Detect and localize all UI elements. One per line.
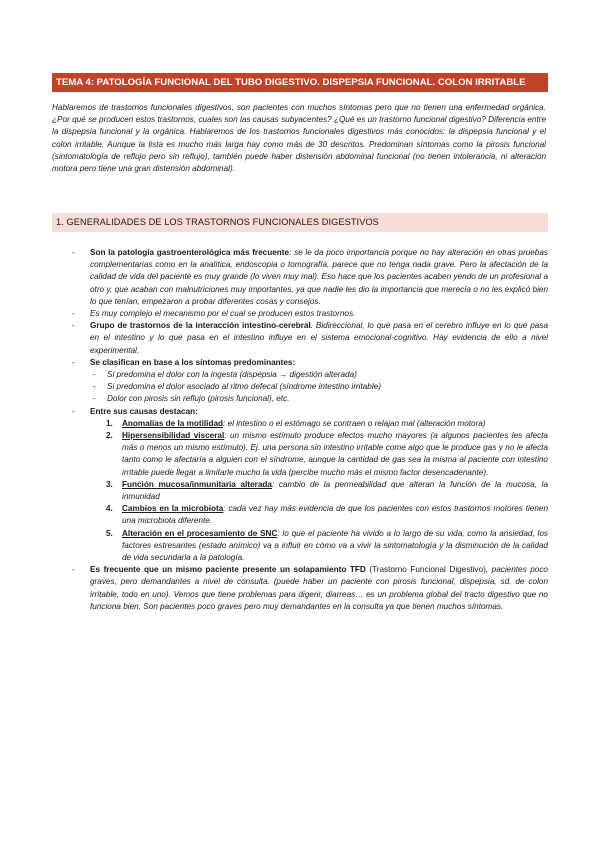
list-item xyxy=(52,406,548,418)
item-heading: Entre sus causas destacan: xyxy=(90,406,198,416)
item-heading: Es frecuente que un mismo paciente presente un solapamiento TFD xyxy=(90,565,366,575)
sub-item-text: Dolor con pirosis sin reflujo (pirosis funcional), etc. xyxy=(107,394,290,404)
numbered-item xyxy=(52,479,548,503)
item-heading: Grupo de trastornos de la interacción intestino-cerebral xyxy=(90,321,311,331)
sub-item-text: Si predomina el dolor asociado al ritmo defecal (síndrome intestino irritable) xyxy=(107,382,381,392)
item-text: : se le da poco importancia porque no hay alteración en otras pruebas complementarias como en la analítica, endoscopia o tomografía, parece que no tenga nada grave. Pero la afectación de la calidad de vida del paciente es muy grande (lo viven muy mal). Eso hace que los pacientes acaben yendo de un profesional a otro y, que acaban con malnutriciones muy importantes, ya que nadie les dio la importancia que merecía o no les explicó bien lo que tenían, empezaron a probar diferentes cosas y consejos. xyxy=(90,248,549,306)
page-title: TEMA 4: PATOLOGÍA FUNCIONAL DEL TUBO DIGESTIVO. DISPEPSIA FUNCIONAL. COLON IRRITABLE xyxy=(52,73,548,92)
bullet-dash: - xyxy=(72,309,75,319)
numbered-item xyxy=(52,528,548,565)
item-colon: : xyxy=(292,357,296,367)
bullet-dash: - xyxy=(72,248,75,257)
bullet-dash: - xyxy=(72,565,75,575)
bullet-dash: - xyxy=(93,382,96,392)
bullet-dash: - xyxy=(93,370,96,380)
bullet-dash: - xyxy=(93,394,96,404)
item-heading: Se clasifican en base a los síntomas predominantes xyxy=(90,357,293,367)
numbered-item xyxy=(52,418,548,430)
list-item xyxy=(52,308,548,320)
cause-label: Cambios en la microbiota xyxy=(122,504,224,514)
item-number: 4. xyxy=(106,504,113,514)
item-heading: Son la patología gastroenterológica más frecuente xyxy=(90,248,290,257)
list-item xyxy=(52,247,548,308)
sub-item xyxy=(52,381,548,393)
cause-text: : lo que el paciente ha vivido a lo largo de su vida, como la ansiedad, los factores estresantes (estado anímico) va a influir en cómo va a vivir la sintomatología y la disminución de la calidad de vida secundaria a la patología. xyxy=(122,528,548,563)
cause-label: Alteración en el procesamiento de SNC xyxy=(122,528,278,538)
sub-item xyxy=(52,369,548,381)
bullet-dash: - xyxy=(72,321,75,331)
item-number: 2. xyxy=(106,431,113,441)
item-text: Es muy complejo el mecanismo por el cual se producen estos trastornos. xyxy=(90,309,356,319)
list-item xyxy=(52,357,548,369)
item-plain: (Trastorno Funcional Digestivo) xyxy=(365,565,486,575)
item-text: . Bidireccional, lo que pasa en el cerebro influye en lo que pasa en el intestino y lo que pasa en el intestino influye en el sistema emocional-cognitivo. Hay evidencia de ello a nivel experimental. xyxy=(90,321,548,355)
cause-label: Función mucosa/inmunitaria alterada xyxy=(122,479,272,489)
cause-label: Hipersensibilidad visceral xyxy=(122,431,225,441)
list-item xyxy=(52,320,548,357)
numbered-item xyxy=(52,503,548,527)
item-number: 1. xyxy=(106,418,113,428)
numbered-item xyxy=(52,430,548,479)
item-number: 3. xyxy=(106,479,113,489)
bullet-dash: - xyxy=(72,357,75,367)
sub-item xyxy=(52,393,548,405)
item-number: 5. xyxy=(106,528,113,538)
cause-text: : cambio de la permeabilidad que alteran la función de la mucosa, la inmunidad xyxy=(122,479,548,502)
list-item xyxy=(52,564,548,613)
sub-item-text: Si predomina el dolor con la ingesta (dispepsia → digestión alterada) xyxy=(107,370,357,380)
intro-paragraph: Hablaremos de trastornos funcionales digestivos, son pacientes con muchos síntomas pero que no tienen una enfermedad orgánica. ¿Por qué se producen estos trastornos, cuales son las causas subyacentes? ¿Qué es un trastorno funcional digestivo? Diferencia entre la dispepsia funcional y la orgánica. Hablaremos de los trastornos funcionales digestivos más conocidos: la dispepsia funcional y el colon irritable. Aunque la lista es mucho más larga hay como más de 30 descritos. Predominan síntomas como la pirosis funcional (sintomatología de reflujo pero sin reflujo), también puede haber distensión abdominal funcional (no tienen intolerancia, ni alteración motora pero tiene una gran distensión abdominal). xyxy=(52,103,546,174)
cause-label: Anomalías de la motilidad xyxy=(122,418,224,428)
section-heading: 1. GENERALIDADES DE LOS TRASTORNOS FUNCIONALES DIGESTIVOS xyxy=(52,213,548,232)
cause-text: : el intestino o el estómago se contraen o relajan mal (alteración motora) xyxy=(223,418,486,428)
cause-text: : un mismo estímulo produce efectos mucho mayores (a algunos pacientes les afecta más o menos un mismo estímulo). Ej. una persona sin intestino irritable come algo que le produce gas y no le afecta tanto como le afectaría a alguien con el síndrome, aunque la cantidad de gas sea la misma al paciente con intestino irritable puede llegar a limitarle mucho la vida (percibe mucho más el mismo factor desencadenante). xyxy=(122,431,548,477)
bullet-list xyxy=(52,247,548,613)
cause-text: : cada vez hay más evidencia de que los pacientes con estos trastornos motores tienen una microbiota diferente. xyxy=(122,504,549,526)
item-text: , pacientes poco graves, pero demandantes a nivel de consulta. (puede haber un paciente con pirosis funcional, dispepsia, sd. de colon irritable, todo en uno). Vemos que tiene problemas para digerir, diarreas… es un problema global del tracto digestivo que no funciona bien. Son pacientes poco graves pero muy demandantes en la consulta ya que tienen muchos síntomas. xyxy=(90,565,548,611)
bullet-dash: - xyxy=(72,406,75,416)
